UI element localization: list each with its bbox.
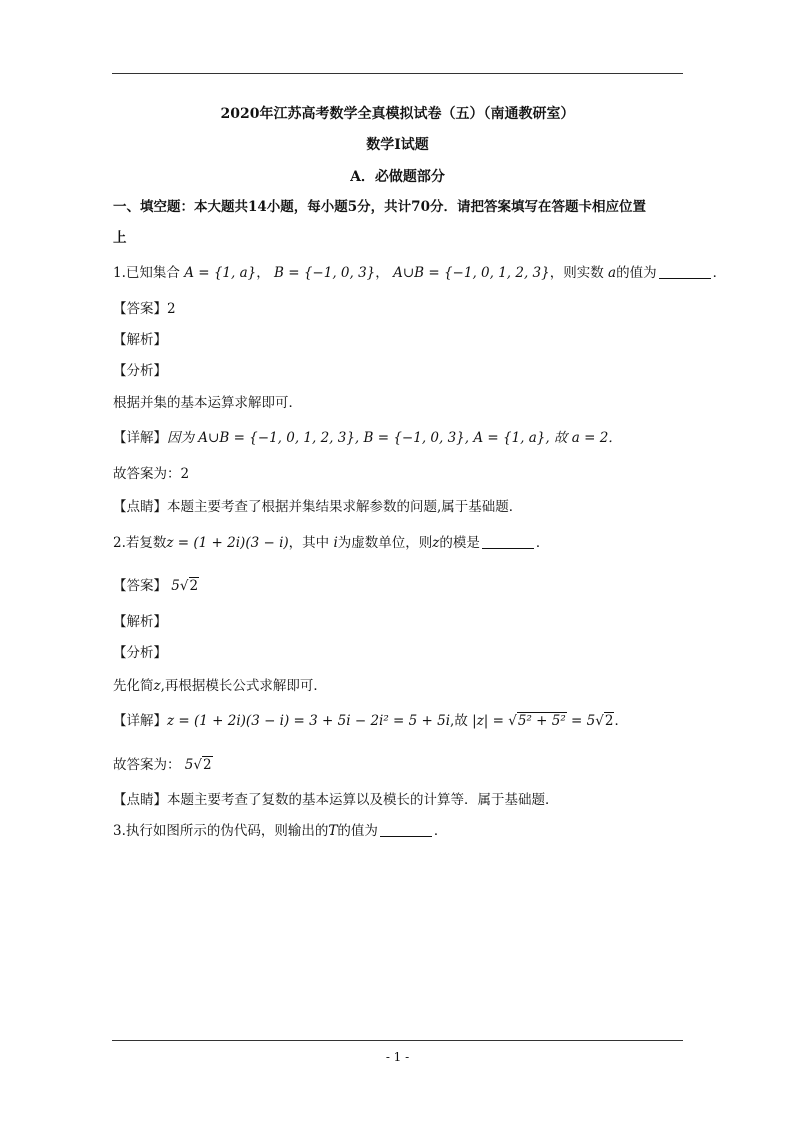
q1-fenxi-text: 根据并集的基本运算求解即可． xyxy=(113,395,302,411)
q1-comment: 【点睛】本题主要考查了根据并集结果求解参数的问题,属于基础题． xyxy=(113,499,523,515)
q1-fenxi-label: 【分析】 xyxy=(113,363,167,379)
footer-rule xyxy=(112,1040,683,1041)
answer-blank xyxy=(482,534,534,549)
q2-answer: 【答案】 5√2 xyxy=(113,578,199,594)
q1-set-a: A = {1, a} xyxy=(184,265,257,281)
section-heading: A．必做题部分 xyxy=(350,169,445,185)
q1-stem: 1.已知集合 A = {1, a}， B = {−1, 0, 3}， A∪B = {−1, 0, 1, 2, 3}，则实数 a的值为 ． xyxy=(113,265,727,281)
page-number: - 1 - xyxy=(385,1050,410,1064)
q2-final: 故答案为： 5√2 xyxy=(113,757,212,773)
q2-fenxi-label: 【分析】 xyxy=(113,645,167,661)
q1-detail: 【详解】因为 A∪B = {−1, 0, 1, 2, 3}, B = {−1, 0, 3}, A = {1, a}, 故 a = 2． xyxy=(113,430,622,446)
q2-detail: 【详解】z = (1 + 2i)(3 − i) = 3 + 5i − 2i² = 5 + 5i,故 |z| = √5² + 5² = 5√2． xyxy=(113,713,628,729)
q1-set-b: B = {−1, 0, 3} xyxy=(274,265,376,281)
instructions-line1: 一、填空题：本大题共14小题，每小题5分，共计70分．请把答案填写在答题卡相应位置 xyxy=(113,199,646,215)
answer-blank xyxy=(659,264,711,279)
q2-analysis-label: 【解析】 xyxy=(113,614,167,630)
q1-answer: 【答案】2 xyxy=(113,301,176,317)
answer-blank xyxy=(380,822,432,837)
header-rule xyxy=(112,73,683,74)
q1-union: A∪B = {−1, 0, 1, 2, 3} xyxy=(393,265,550,281)
q2-fenxi-text: 先化简z,再根据模长公式求解即可． xyxy=(113,678,327,694)
exam-title: 2020年江苏高考数学全真模拟试卷（五）（南通教研室） xyxy=(220,106,575,122)
q1-final: 故答案为：2 xyxy=(113,466,190,482)
q2-comment: 【点睛】本题主要考查了复数的基本运算以及模长的计算等．属于基础题． xyxy=(113,792,559,808)
q2-stem: 2.若复数z = (1 + 2i)(3 − i)，其中 i为虚数单位，则z的模是 ． xyxy=(113,535,550,551)
exam-subtitle: 数学Ⅰ试题 xyxy=(366,137,429,153)
instructions-line2: 上 xyxy=(113,230,127,246)
q3-stem: 3.执行如图所示的伪代码，则输出的T的值为 ． xyxy=(113,823,448,839)
q1-analysis-label: 【解析】 xyxy=(113,332,167,348)
